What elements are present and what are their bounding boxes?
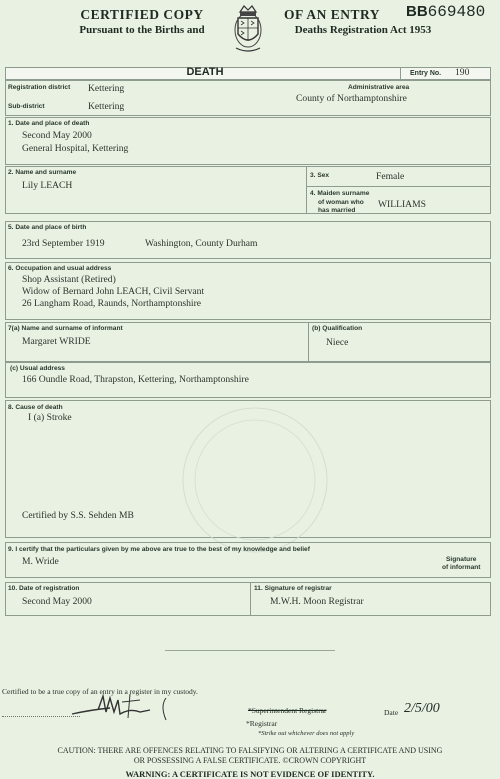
date-of-death: Second May 2000 [22,130,92,141]
informant-address: 166 Oundle Road, Thrapston, Kettering, Northamptonshire [22,374,249,385]
date-value: 2/5/00 [404,701,440,716]
serial-digits: 669480 [427,3,486,21]
place-of-death: General Hospital, Kettering [22,143,129,154]
field-7b-label: (b) Qualification [312,325,363,332]
admin-area-label: Administrative area [348,84,410,91]
cause-of-death: I (a) Stroke [28,412,72,423]
registrar-handwritten-signature [70,690,180,722]
registrar-label: *Registrar [246,719,278,728]
field-6-label: 6. Occupation and usual address [8,265,112,272]
district-value: Kettering [88,83,125,94]
district-label: Registration district [8,84,71,91]
usual-address: 26 Langham Road, Raunds, Northamptonshire [22,298,202,309]
certified-copy-statement: Certified to be a true copy of an entry in a register in my custody. [2,687,198,696]
widow-of: Widow of Bernard John LEACH, Civil Servant [22,286,205,297]
field-4-label [310,190,369,216]
subdistrict-label: Sub-district [8,103,45,110]
header-right-subtitle: Deaths Registration Act 1953 [294,24,432,36]
signature-label-line1: Signature [446,556,477,563]
superintendent-registrar-label: *Superintendent Registrar [248,706,327,715]
field-7a-label: 7(a) Name and surname of informant [8,325,123,332]
date-of-registration: Second May 2000 [22,596,92,607]
field-9-label: 9. I certify that the particulars given by me above are true to the best of my knowledge and belief [8,546,310,553]
subdistrict-value: Kettering [88,101,125,112]
certified-by: Certified by S.S. Sehden MB [22,510,134,521]
admin-area-value: County of Northamptonshire [296,93,407,104]
header-left-subtitle: Pursuant to the Births and [79,24,205,36]
field-4-label-line3: has married [318,207,356,214]
registrar-signature: M.W.H. Moon Registrar [270,596,364,607]
field-2-divider [306,166,307,214]
field-1-label: 1. Date and place of death [8,120,90,127]
field-3-divider [306,186,491,187]
signature-of-informant-label [442,556,480,572]
header-left-title: CERTIFIED COPY [80,7,204,22]
field-3-label: 3. Sex [310,172,330,179]
informant-signature: M. Wride [22,556,59,567]
signature-dotted-line [2,716,80,717]
watermark-seal [150,400,360,560]
deceased-name: Lily LEACH [22,180,73,191]
qualification: Niece [326,337,349,348]
strike-out-note: *Strike out whichever does not apply [258,730,355,737]
serial-number [406,3,485,21]
caution-line-1: CAUTION: THERE ARE OFFENCES RELATING TO FALSIFYING OR ALTERING A CERTIFICATE AND USING [57,746,443,755]
place-of-birth: Washington, County Durham [145,238,258,249]
field-7-divider [308,322,309,362]
caution-line-2: OR POSSESSING A FALSE CERTIFICATE. ©CROWN COPYRIGHT [133,756,367,765]
field-7c-label: (c) Usual address [10,365,65,372]
occupation: Shop Assistant (Retired) [22,274,116,285]
entry-value: 190 [455,67,470,78]
field-5-label: 5. Date and place of birth [8,224,87,231]
footer-rule [165,650,335,651]
header-right-title: OF AN ENTRY [283,7,381,22]
serial-prefix: BB [406,3,428,20]
royal-crest-icon [230,2,266,56]
signature-label-line2: of informant [442,564,481,571]
field-4-label-line2: of woman who [318,198,364,206]
field-4-label-line1: 4. Maiden surname [310,190,370,197]
certificate-title: DEATH [186,66,224,78]
field-11-label: 11. Signature of registrar [254,585,332,592]
sex-value: Female [376,171,405,182]
field-10-label: 10. Date of registration [8,585,80,592]
warning-text: WARNING: A CERTIFICATE IS NOT EVIDENCE OF IDENTITY. [125,769,375,779]
date-label: Date [384,708,399,717]
field-8-label: 8. Cause of death [8,404,63,411]
field-2-label: 2. Name and surname [8,169,77,176]
registration-block [5,80,491,116]
field-10-divider [250,582,251,616]
entry-label: Entry No. [410,70,442,77]
maiden-surname: WILLIAMS [378,199,426,210]
date-of-birth: 23rd September 1919 [22,238,105,249]
informant-name: Margaret WRIDE [22,336,91,347]
